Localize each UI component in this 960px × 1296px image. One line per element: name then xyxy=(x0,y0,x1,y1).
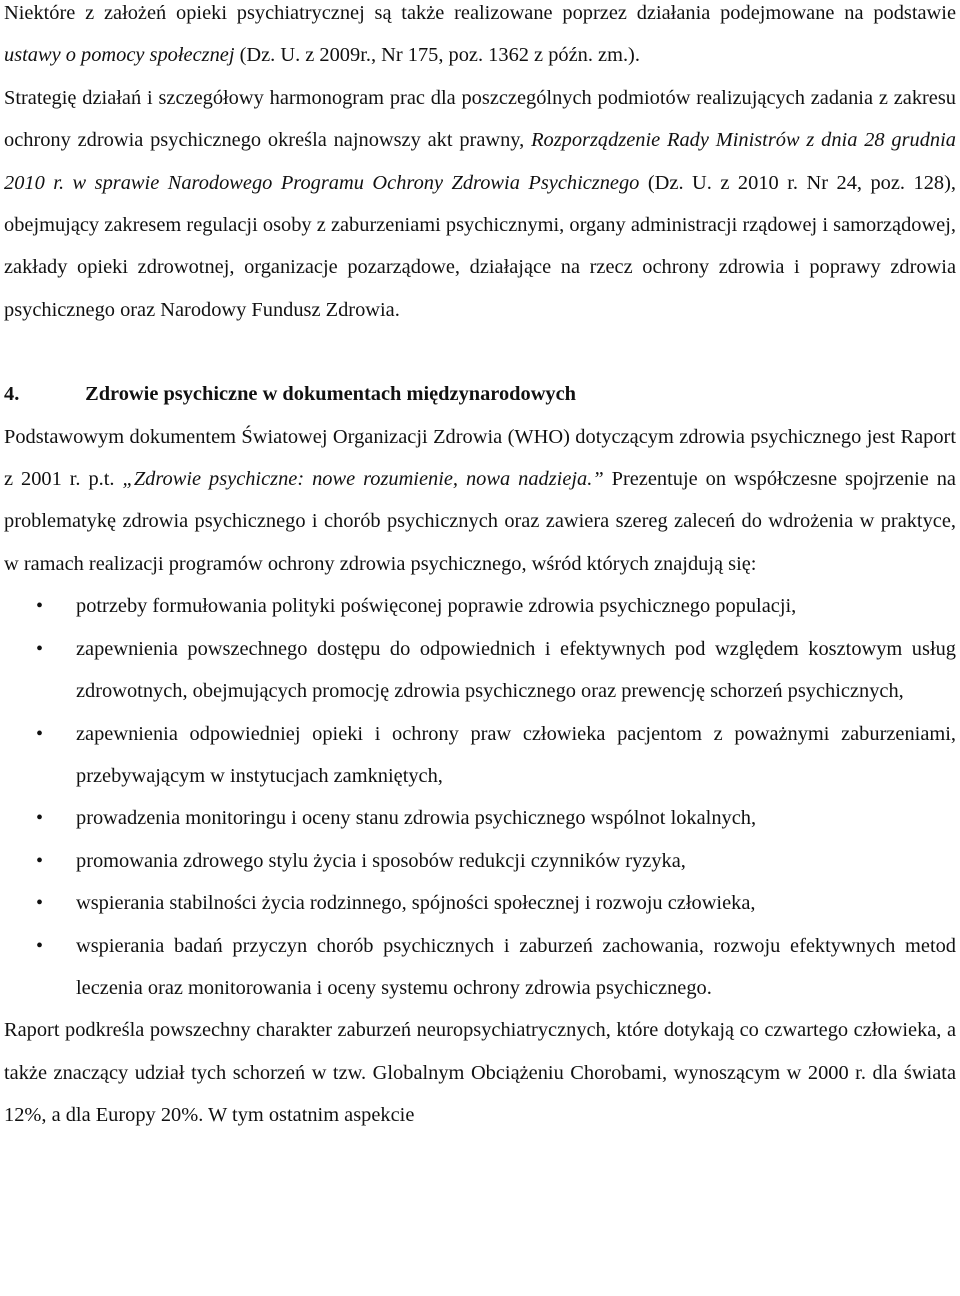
list-item xyxy=(4,585,956,627)
paragraph-strategy xyxy=(4,77,956,331)
paragraph-text: Niektóre z założeń opieki psychiatrycznej są także realizowane poprzez działania podejmowane na podstawie xyxy=(4,2,956,24)
list-item-text: wspierania badań przyczyn chorób psychicznych i zaburzeń zachowania, rozwoju efektywnych metod leczenia oraz monitorowania i oceny systemu ochrony zdrowia psychicznego. xyxy=(76,934,956,999)
list-item-text: zapewnienia odpowiedniej opieki i ochrony praw człowieka pacjentom z poważnymi zaburzeniami, przebywającym w instytucjach zamkniętych, xyxy=(76,722,956,787)
act-title-italic: ustawy o pomocy społecznej xyxy=(4,44,235,67)
section-number: 4. xyxy=(4,383,20,406)
paragraph-social-assistance xyxy=(4,0,956,77)
section-heading xyxy=(4,373,956,415)
regulation-title-italic: Rozporządzenie Rady Ministrów z dnia 28 grudnia 2010 r. w sprawie Narodowego Programu Ochrony Zdrowia Psychicznego xyxy=(4,129,956,194)
bullet-icon: • xyxy=(36,849,44,872)
paragraph-text: Strategię działań i szczegółowy harmonogram prac dla poszczególnych podmiotów realizujących zadania z zakresu ochrony zdrowia psychicznego określa najnowszy akt prawny, xyxy=(4,86,956,152)
paragraph-who-report xyxy=(4,416,956,586)
list-item-text: wspierania stabilności życia rodzinnego, spójności społecznej i rozwoju człowieka, xyxy=(76,892,756,915)
list-item xyxy=(4,797,956,839)
bullet-icon: • xyxy=(36,595,44,618)
paragraph-text: Prezentuje on współczesne spojrzenie na problematykę zdrowia psychicznego i chorób psychicznych oraz zawiera szereg zaleceń do wdrożenia w praktyce, w ramach realizacji programów ochrony zdrowia psychicznego, wśród których znajdują się: xyxy=(4,468,956,575)
bullet-icon: • xyxy=(36,807,44,830)
recommendations-list xyxy=(4,585,956,1009)
list-item xyxy=(4,882,956,924)
paragraph-text: Podstawowym dokumentem Światowej Organizacji Zdrowia (WHO) dotyczącym zdrowia psychicznego jest Raport z 2001 r. p.t. xyxy=(4,425,956,491)
list-item-text: prowadzenia monitoringu i oceny stanu zdrowia psychicznego wspólnot lokalnych, xyxy=(76,807,757,830)
list-item xyxy=(4,713,956,798)
paragraph-text: (Dz. U. z 2009r., Nr 175, poz. 1362 z późn. zm.). xyxy=(234,44,640,67)
list-item xyxy=(4,628,956,713)
list-item xyxy=(4,925,956,1010)
bullet-icon: • xyxy=(36,892,44,915)
list-item-text: potrzeby formułowania polityki poświęconej poprawie zdrowia psychicznego populacji, xyxy=(76,595,797,618)
section-title: Zdrowie psychiczne w dokumentach międzynarodowych xyxy=(85,383,577,406)
list-item-text: promowania zdrowego stylu życia i sposobów redukcji czynników ryzyka, xyxy=(76,849,686,872)
document-body xyxy=(4,0,956,1137)
list-item xyxy=(4,840,956,882)
bullet-icon: • xyxy=(36,637,44,660)
paragraph-text: (Dz. U. z 2010 r. Nr 24, poz. 128), obejmujący zakresem regulacji osoby z zaburzeniami psychicznymi, organy administracji rządowej i samorządowej, zakłady opieki zdrowotnej, organizacje pozarządowe, działające na rzecz ochrony zdrowia i poprawy zdrowia psychicznego oraz Narodowy Fundusz Zdrowia. xyxy=(4,171,956,321)
paragraph-report-summary: Raport podkreśla powszechny charakter zaburzeń neuropsychiatrycznych, które dotykają co czwartego człowieka, a także znaczący udział tych schorzeń w tzw. Globalnym Obciążeniu Chorobami, wynoszącym w 2000 r. dla świata 12%, a dla Europy 20%. W tym ostatnim aspekcie xyxy=(4,1019,956,1127)
report-title-italic: „Zdrowie psychiczne: nowe rozumienie, nowa nadzieja.” xyxy=(122,468,604,491)
bullet-icon: • xyxy=(36,934,44,957)
bullet-icon: • xyxy=(36,722,44,745)
list-item-text: zapewnienia powszechnego dostępu do odpowiednich i efektywnych pod względem kosztowym usług zdrowotnych, obejmujących promocję zdrowia psychicznego oraz prewencję schorzeń psychicznych, xyxy=(76,637,956,703)
